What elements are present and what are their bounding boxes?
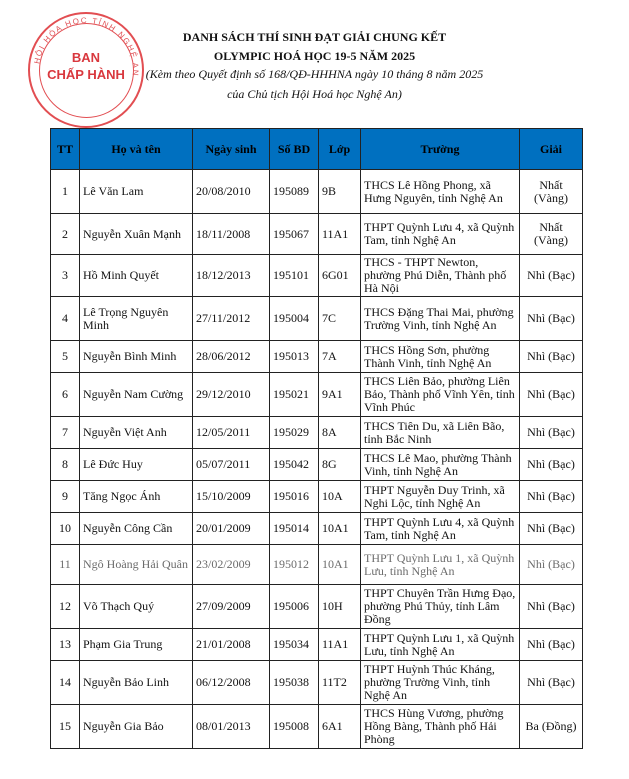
cell-sbd: 195089 <box>270 170 319 214</box>
col-header-award: Giải <box>520 129 583 170</box>
results-table <box>50 128 583 749</box>
cell-name: Phạm Gia Trung <box>80 629 193 661</box>
cell-name: Nguyễn Việt Anh <box>80 417 193 449</box>
cell-class: 11A1 <box>319 629 361 661</box>
cell-award: Nhất (Vàng) <box>520 170 583 214</box>
cell-sbd: 195021 <box>270 373 319 417</box>
cell-award: Nhì (Bạc) <box>520 513 583 545</box>
col-header-tt: TT <box>51 129 80 170</box>
cell-school: THCS Lê Mao, phường Thành Vinh, tỉnh Nghệ An <box>361 449 520 481</box>
col-header-name: Họ và tên <box>80 129 193 170</box>
table-row <box>51 255 583 297</box>
cell-sbd: 195038 <box>270 661 319 705</box>
cell-award: Nhì (Bạc) <box>520 373 583 417</box>
cell-class: 7A <box>319 341 361 373</box>
col-header-sbd: Số BD <box>270 129 319 170</box>
cell-school: THCS Lê Hồng Phong, xã Hưng Nguyên, tỉnh Nghệ An <box>361 170 520 214</box>
cell-sbd: 195006 <box>270 585 319 629</box>
cell-school: THPT Quỳnh Lưu 4, xã Quỳnh Tam, tỉnh Nghệ An <box>361 214 520 255</box>
table-row <box>51 661 583 705</box>
cell-dob: 29/12/2010 <box>193 373 270 417</box>
cell-dob: 27/11/2012 <box>193 297 270 341</box>
cell-school: THCS Liên Bảo, phường Liên Bảo, Thành phố Vĩnh Yên, tỉnh Vĩnh Phúc <box>361 373 520 417</box>
col-header-class: Lớp <box>319 129 361 170</box>
cell-tt: 5 <box>51 341 80 373</box>
cell-dob: 27/09/2009 <box>193 585 270 629</box>
cell-class: 8G <box>319 449 361 481</box>
cell-class: 6A1 <box>319 705 361 749</box>
cell-tt: 6 <box>51 373 80 417</box>
stamp-line1: BAN <box>71 50 101 65</box>
cell-dob: 21/01/2008 <box>193 629 270 661</box>
cell-award: Ba (Đồng) <box>520 705 583 749</box>
cell-school: THCS Đặng Thai Mai, phường Trường Vinh, tỉnh Nghệ An <box>361 297 520 341</box>
document-subtitle-2: của Chủ tịch Hội Hoá học Nghệ An) <box>227 87 402 101</box>
cell-class: 7C <box>319 297 361 341</box>
cell-sbd: 195013 <box>270 341 319 373</box>
table-row <box>51 705 583 749</box>
cell-class: 10H <box>319 585 361 629</box>
cell-award: Nhì (Bạc) <box>520 585 583 629</box>
cell-dob: 08/01/2013 <box>193 705 270 749</box>
table-row <box>51 449 583 481</box>
cell-tt: 13 <box>51 629 80 661</box>
cell-school: THPT Huỳnh Thúc Kháng, phường Trường Vinh, tỉnh Nghệ An <box>361 661 520 705</box>
cell-award: Nhì (Bạc) <box>520 545 583 585</box>
document-subtitle-1: (Kèm theo Quyết định số 168/QĐ-HHHNA ngày 10 tháng 8 năm 2025 <box>145 67 484 81</box>
table-row <box>51 481 583 513</box>
table-row <box>51 545 583 585</box>
table-header-row <box>51 129 583 170</box>
cell-school: THCS Hồng Sơn, phường Thành Vinh, tỉnh Nghệ An <box>361 341 520 373</box>
cell-award: Nhì (Bạc) <box>520 481 583 513</box>
cell-sbd: 195029 <box>270 417 319 449</box>
document-title-2: OLYMPIC HOÁ HỌC 19-5 NĂM 2025 <box>213 49 416 63</box>
cell-award: Nhì (Bạc) <box>520 255 583 297</box>
cell-tt: 7 <box>51 417 80 449</box>
cell-class: 10A <box>319 481 361 513</box>
cell-sbd: 195016 <box>270 481 319 513</box>
cell-tt: 14 <box>51 661 80 705</box>
cell-class: 10A1 <box>319 545 361 585</box>
cell-sbd: 195101 <box>270 255 319 297</box>
cell-sbd: 195014 <box>270 513 319 545</box>
cell-award: Nhất (Vàng) <box>520 214 583 255</box>
cell-award: Nhì (Bạc) <box>520 297 583 341</box>
document-title-1: DANH SÁCH THÍ SINH ĐẠT GIẢI CHUNG KẾT <box>182 30 447 44</box>
cell-name: Tăng Ngọc Ánh <box>80 481 193 513</box>
cell-dob: 20/01/2009 <box>193 513 270 545</box>
cell-tt: 11 <box>51 545 80 585</box>
table-row <box>51 513 583 545</box>
cell-award: Nhì (Bạc) <box>520 417 583 449</box>
cell-dob: 15/10/2009 <box>193 481 270 513</box>
cell-school: THCS - THPT Newton, phường Phú Diễn, Thành phố Hà Nội <box>361 255 520 297</box>
table-row <box>51 341 583 373</box>
cell-name: Nguyễn Bình Minh <box>80 341 193 373</box>
table-row <box>51 585 583 629</box>
cell-tt: 2 <box>51 214 80 255</box>
cell-class: 9A1 <box>319 373 361 417</box>
cell-name: Lê Văn Lam <box>80 170 193 214</box>
cell-name: Nguyễn Nam Cường <box>80 373 193 417</box>
cell-name: Ngô Hoàng Hải Quân <box>80 545 193 585</box>
cell-name: Võ Thạch Quý <box>80 585 193 629</box>
cell-class: 11A1 <box>319 214 361 255</box>
cell-tt: 9 <box>51 481 80 513</box>
cell-award: Nhì (Bạc) <box>520 661 583 705</box>
cell-award: Nhì (Bạc) <box>520 629 583 661</box>
table-row <box>51 297 583 341</box>
cell-sbd: 195034 <box>270 629 319 661</box>
cell-name: Nguyễn Xuân Mạnh <box>80 214 193 255</box>
cell-name: Hồ Minh Quyết <box>80 255 193 297</box>
cell-school: THPT Chuyên Trần Hưng Đạo, phường Phú Thủy, tỉnh Lâm Đồng <box>361 585 520 629</box>
table-row <box>51 373 583 417</box>
cell-class: 8A <box>319 417 361 449</box>
cell-dob: 20/08/2010 <box>193 170 270 214</box>
col-header-school: Trường <box>361 129 520 170</box>
cell-dob: 18/12/2013 <box>193 255 270 297</box>
cell-name: Lê Trọng Nguyên Minh <box>80 297 193 341</box>
cell-dob: 23/02/2009 <box>193 545 270 585</box>
cell-award: Nhì (Bạc) <box>520 341 583 373</box>
cell-dob: 05/07/2011 <box>193 449 270 481</box>
table-row <box>51 629 583 661</box>
cell-dob: 28/06/2012 <box>193 341 270 373</box>
cell-school: THPT Quỳnh Lưu 1, xã Quỳnh Lưu, tỉnh Nghệ An <box>361 629 520 661</box>
cell-name: Nguyễn Gia Bảo <box>80 705 193 749</box>
stamp-ring-text: HỘI HÓA HỌC TỈNH NGHỆ AN <box>32 15 141 78</box>
col-header-dob: Ngày sinh <box>193 129 270 170</box>
cell-tt: 10 <box>51 513 80 545</box>
cell-class: 9B <box>319 170 361 214</box>
cell-tt: 8 <box>51 449 80 481</box>
cell-name: Nguyễn Công Cần <box>80 513 193 545</box>
cell-dob: 12/05/2011 <box>193 417 270 449</box>
cell-school: THCS Hùng Vương, phường Hồng Bàng, Thành phố Hải Phòng <box>361 705 520 749</box>
cell-school: THPT Nguyễn Duy Trinh, xã Nghi Lộc, tỉnh Nghệ An <box>361 481 520 513</box>
cell-award: Nhì (Bạc) <box>520 449 583 481</box>
cell-tt: 15 <box>51 705 80 749</box>
cell-school: THPT Quỳnh Lưu 4, xã Quỳnh Tam, tỉnh Nghệ An <box>361 513 520 545</box>
cell-tt: 12 <box>51 585 80 629</box>
cell-school: THCS Tiên Du, xã Liên Bão, tỉnh Bắc Ninh <box>361 417 520 449</box>
cell-tt: 4 <box>51 297 80 341</box>
cell-dob: 06/12/2008 <box>193 661 270 705</box>
table-row <box>51 170 583 214</box>
cell-name: Lê Đức Huy <box>80 449 193 481</box>
table-row <box>51 417 583 449</box>
cell-sbd: 195012 <box>270 545 319 585</box>
cell-sbd: 195042 <box>270 449 319 481</box>
cell-dob: 18/11/2008 <box>193 214 270 255</box>
cell-class: 10A1 <box>319 513 361 545</box>
stamp-line2: CHẤP HÀNH <box>47 67 125 82</box>
cell-sbd: 195067 <box>270 214 319 255</box>
cell-sbd: 195004 <box>270 297 319 341</box>
table-row <box>51 214 583 255</box>
cell-school: THPT Quỳnh Lưu 1, xã Quỳnh Lưu, tỉnh Nghệ An <box>361 545 520 585</box>
cell-tt: 1 <box>51 170 80 214</box>
cell-class: 6G01 <box>319 255 361 297</box>
cell-name: Nguyễn Bảo Linh <box>80 661 193 705</box>
cell-sbd: 195008 <box>270 705 319 749</box>
cell-tt: 3 <box>51 255 80 297</box>
cell-class: 11T2 <box>319 661 361 705</box>
